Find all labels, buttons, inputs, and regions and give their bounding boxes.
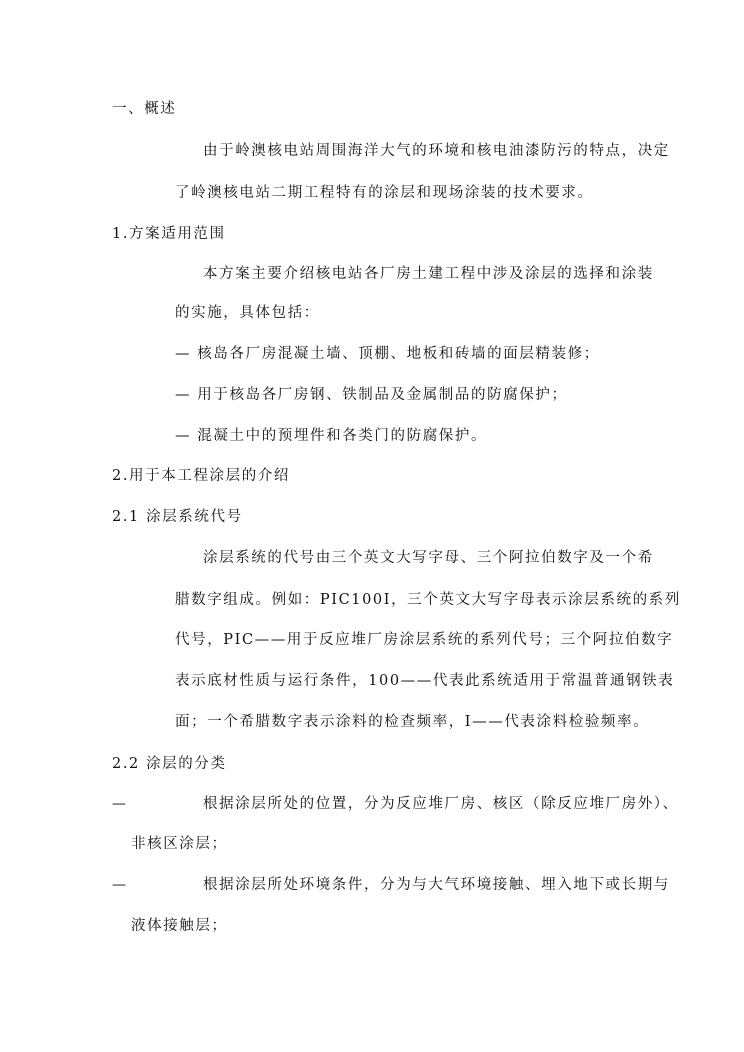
section-2-1-line: 表示底材性质与运行条件，100——代表此系统适用于常温普通钢铁表 <box>175 673 675 689</box>
section-1-list-item: — 核岛各厂房混凝土墙、顶棚、地板和砖墙的面层精装修； <box>175 346 600 362</box>
section-2-1-heading: 2.1 涂层系统代号 <box>112 509 243 525</box>
section-2-1-line: 涂层系统的代号由三个英文大写字母、三个阿拉伯数字及一个希 <box>203 550 654 566</box>
section-title: 一、概述 <box>112 101 177 117</box>
classification-item-2-line-1: 根据涂层所处环境条件，分为与大气环境接触、埋入地下或长期与 <box>203 877 670 893</box>
section-1-list-item: — 混凝土中的预埋件和各类门的防腐保护。 <box>175 428 488 444</box>
intro-line-2: 了岭澳核电站二期工程特有的涂层和现场涂装的技术要求。 <box>175 185 594 201</box>
section-1-heading: 1.方案适用范围 <box>112 226 226 242</box>
classification-item-1-line-2: 非核区涂层； <box>131 836 228 852</box>
classification-item-2-line-2: 液体接触层； <box>131 918 228 934</box>
classification-item-1-line-1: 根据涂层所处的位置，分为反应堆厂房、核区（除反应堆厂房外）、 <box>203 796 679 812</box>
section-2-2-heading: 2.2 涂层的分类 <box>112 756 227 772</box>
classification-dash: — <box>112 877 126 893</box>
section-2-1-line: 面；一个希腊数字表示涂料的检查频率，I——代表涂料检验频率。 <box>175 714 650 730</box>
section-1-list-item: — 用于核岛各厂房钢、铁制品及金属制品的防腐保护； <box>175 387 568 403</box>
section-2-1-line: 代号，PIC——用于反应堆厂房涂层系统的系列代号；三个阿拉伯数字 <box>175 632 674 648</box>
section-2-heading: 2.用于本工程涂层的介绍 <box>112 468 291 484</box>
section-1-para-line-2: 的实施，具体包括： <box>175 305 320 321</box>
intro-line-1: 由于岭澳核电站周围海洋大气的环境和核电油漆防污的特点，决定 <box>203 143 670 159</box>
section-1-para-line-1: 本方案主要介绍核电站各厂房土建工程中涉及涂层的选择和涂装 <box>203 266 654 282</box>
section-2-1-line: 腊数字组成。例如：PIC100I，三个英文大写字母表示涂层系统的系列 <box>175 592 681 608</box>
classification-dash: — <box>112 796 126 812</box>
